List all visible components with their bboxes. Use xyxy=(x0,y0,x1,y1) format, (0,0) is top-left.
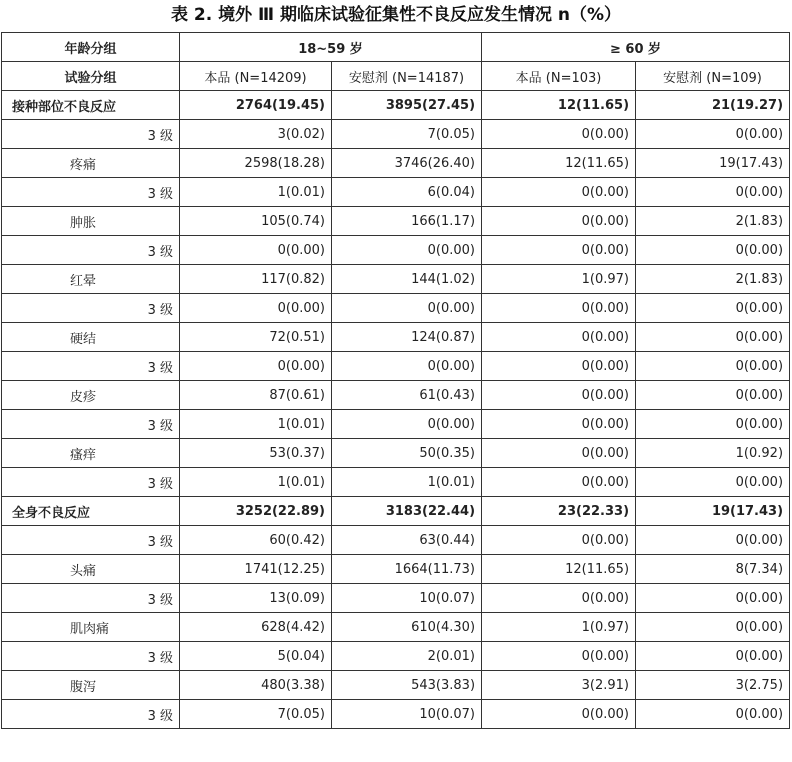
row-label: 3 级 xyxy=(2,120,180,149)
value-cell: 0(0.00) xyxy=(482,294,636,323)
table-row xyxy=(2,642,790,671)
value-cell: 0(0.00) xyxy=(482,700,636,729)
group-vaccine-18-59: 本品 (N=14209) xyxy=(180,62,332,91)
table-row xyxy=(2,294,790,323)
row-label: 3 级 xyxy=(2,642,180,671)
row-label: 3 级 xyxy=(2,526,180,555)
table-row xyxy=(2,468,790,497)
value-cell: 1(0.01) xyxy=(180,410,332,439)
value-cell: 2(1.83) xyxy=(636,265,790,294)
row-label: 瘙痒 xyxy=(2,439,180,468)
value-cell: 3(0.02) xyxy=(180,120,332,149)
value-cell: 3252(22.89) xyxy=(180,497,332,526)
value-cell: 2598(18.28) xyxy=(180,149,332,178)
value-cell: 7(0.05) xyxy=(332,120,482,149)
value-cell: 0(0.00) xyxy=(332,294,482,323)
value-cell: 166(1.17) xyxy=(332,207,482,236)
value-cell: 105(0.74) xyxy=(180,207,332,236)
value-cell: 2(1.83) xyxy=(636,207,790,236)
adverse-reactions-table xyxy=(1,32,790,729)
value-cell: 5(0.04) xyxy=(180,642,332,671)
value-cell: 8(7.34) xyxy=(636,555,790,584)
row-label: 全身不良反应 xyxy=(2,497,180,526)
table-row xyxy=(2,236,790,265)
row-label: 皮疹 xyxy=(2,381,180,410)
age-group-18-59: 18~59 岁 xyxy=(180,33,482,62)
age-group-60-plus: ≥ 60 岁 xyxy=(482,33,790,62)
value-cell: 0(0.00) xyxy=(636,410,790,439)
row-label: 3 级 xyxy=(2,700,180,729)
value-cell: 0(0.00) xyxy=(636,468,790,497)
group-placebo-60-plus: 安慰剂 (N=109) xyxy=(636,62,790,91)
value-cell: 0(0.00) xyxy=(636,352,790,381)
row-label: 肿胀 xyxy=(2,207,180,236)
table-row xyxy=(2,265,790,294)
value-cell: 0(0.00) xyxy=(482,323,636,352)
group-placebo-18-59: 安慰剂 (N=14187) xyxy=(332,62,482,91)
trial-group-header-row xyxy=(2,62,790,91)
value-cell: 12(11.65) xyxy=(482,91,636,120)
value-cell: 0(0.00) xyxy=(482,468,636,497)
row-label: 接种部位不良反应 xyxy=(2,91,180,120)
value-cell: 543(3.83) xyxy=(332,671,482,700)
value-cell: 0(0.00) xyxy=(332,236,482,265)
table-row xyxy=(2,381,790,410)
row-label: 3 级 xyxy=(2,178,180,207)
value-cell: 0(0.00) xyxy=(636,700,790,729)
value-cell: 0(0.00) xyxy=(636,294,790,323)
value-cell: 3(2.91) xyxy=(482,671,636,700)
value-cell: 0(0.00) xyxy=(636,120,790,149)
value-cell: 628(4.42) xyxy=(180,613,332,642)
value-cell: 0(0.00) xyxy=(636,323,790,352)
value-cell: 0(0.00) xyxy=(636,381,790,410)
value-cell: 19(17.43) xyxy=(636,149,790,178)
value-cell: 0(0.00) xyxy=(636,613,790,642)
value-cell: 0(0.00) xyxy=(636,236,790,265)
value-cell: 3183(22.44) xyxy=(332,497,482,526)
value-cell: 53(0.37) xyxy=(180,439,332,468)
value-cell: 1(0.01) xyxy=(332,468,482,497)
value-cell: 2(0.01) xyxy=(332,642,482,671)
row-label: 3 级 xyxy=(2,410,180,439)
value-cell: 61(0.43) xyxy=(332,381,482,410)
value-cell: 23(22.33) xyxy=(482,497,636,526)
table-row xyxy=(2,555,790,584)
age-group-label: 年龄分组 xyxy=(2,33,180,62)
age-group-header-row xyxy=(2,33,790,62)
value-cell: 0(0.00) xyxy=(482,207,636,236)
row-label: 3 级 xyxy=(2,584,180,613)
value-cell: 1(0.01) xyxy=(180,178,332,207)
value-cell: 0(0.00) xyxy=(482,236,636,265)
value-cell: 0(0.00) xyxy=(482,178,636,207)
table-body xyxy=(2,91,790,729)
table-row xyxy=(2,178,790,207)
value-cell: 87(0.61) xyxy=(180,381,332,410)
value-cell: 1(0.92) xyxy=(636,439,790,468)
row-label: 腹泻 xyxy=(2,671,180,700)
value-cell: 63(0.44) xyxy=(332,526,482,555)
value-cell: 10(0.07) xyxy=(332,700,482,729)
value-cell: 10(0.07) xyxy=(332,584,482,613)
row-label: 红晕 xyxy=(2,265,180,294)
value-cell: 0(0.00) xyxy=(636,526,790,555)
table-row xyxy=(2,584,790,613)
value-cell: 1(0.97) xyxy=(482,265,636,294)
value-cell: 610(4.30) xyxy=(332,613,482,642)
value-cell: 19(17.43) xyxy=(636,497,790,526)
row-label: 肌肉痛 xyxy=(2,613,180,642)
value-cell: 2764(19.45) xyxy=(180,91,332,120)
value-cell: 0(0.00) xyxy=(636,642,790,671)
trial-group-label: 试验分组 xyxy=(2,62,180,91)
value-cell: 0(0.00) xyxy=(180,352,332,381)
table-row xyxy=(2,91,790,120)
row-label: 硬结 xyxy=(2,323,180,352)
value-cell: 3(2.75) xyxy=(636,671,790,700)
value-cell: 3895(27.45) xyxy=(332,91,482,120)
value-cell: 12(11.65) xyxy=(482,149,636,178)
value-cell: 50(0.35) xyxy=(332,439,482,468)
table-row xyxy=(2,671,790,700)
row-label: 3 级 xyxy=(2,468,180,497)
table-title: 表 2. 境外 Ⅲ 期临床试验征集性不良反应发生情况 n（%） xyxy=(170,5,622,25)
value-cell: 0(0.00) xyxy=(180,294,332,323)
table-row xyxy=(2,497,790,526)
value-cell: 12(11.65) xyxy=(482,555,636,584)
value-cell: 3746(26.40) xyxy=(332,149,482,178)
value-cell: 1664(11.73) xyxy=(332,555,482,584)
value-cell: 6(0.04) xyxy=(332,178,482,207)
table-row xyxy=(2,700,790,729)
value-cell: 0(0.00) xyxy=(482,642,636,671)
row-label: 疼痛 xyxy=(2,149,180,178)
value-cell: 0(0.00) xyxy=(482,352,636,381)
row-label: 3 级 xyxy=(2,352,180,381)
row-label: 3 级 xyxy=(2,294,180,323)
value-cell: 0(0.00) xyxy=(482,439,636,468)
value-cell: 0(0.00) xyxy=(482,526,636,555)
value-cell: 60(0.42) xyxy=(180,526,332,555)
value-cell: 480(3.38) xyxy=(180,671,332,700)
value-cell: 0(0.00) xyxy=(482,381,636,410)
value-cell: 0(0.00) xyxy=(636,178,790,207)
value-cell: 1741(12.25) xyxy=(180,555,332,584)
value-cell: 0(0.00) xyxy=(332,410,482,439)
table-row xyxy=(2,410,790,439)
value-cell: 21(19.27) xyxy=(636,91,790,120)
value-cell: 0(0.00) xyxy=(180,236,332,265)
value-cell: 0(0.00) xyxy=(482,120,636,149)
value-cell: 72(0.51) xyxy=(180,323,332,352)
table-row xyxy=(2,526,790,555)
value-cell: 0(0.00) xyxy=(482,584,636,613)
value-cell: 124(0.87) xyxy=(332,323,482,352)
table-row xyxy=(2,352,790,381)
value-cell: 144(1.02) xyxy=(332,265,482,294)
value-cell: 1(0.97) xyxy=(482,613,636,642)
table-row xyxy=(2,439,790,468)
table-row xyxy=(2,207,790,236)
table-row xyxy=(2,120,790,149)
value-cell: 0(0.00) xyxy=(482,410,636,439)
value-cell: 13(0.09) xyxy=(180,584,332,613)
row-label: 3 级 xyxy=(2,236,180,265)
table-row xyxy=(2,613,790,642)
row-label: 头痛 xyxy=(2,555,180,584)
table-row xyxy=(2,149,790,178)
value-cell: 117(0.82) xyxy=(180,265,332,294)
group-vaccine-60-plus: 本品 (N=103) xyxy=(482,62,636,91)
value-cell: 7(0.05) xyxy=(180,700,332,729)
value-cell: 0(0.00) xyxy=(332,352,482,381)
value-cell: 0(0.00) xyxy=(636,584,790,613)
table-row xyxy=(2,323,790,352)
value-cell: 1(0.01) xyxy=(180,468,332,497)
